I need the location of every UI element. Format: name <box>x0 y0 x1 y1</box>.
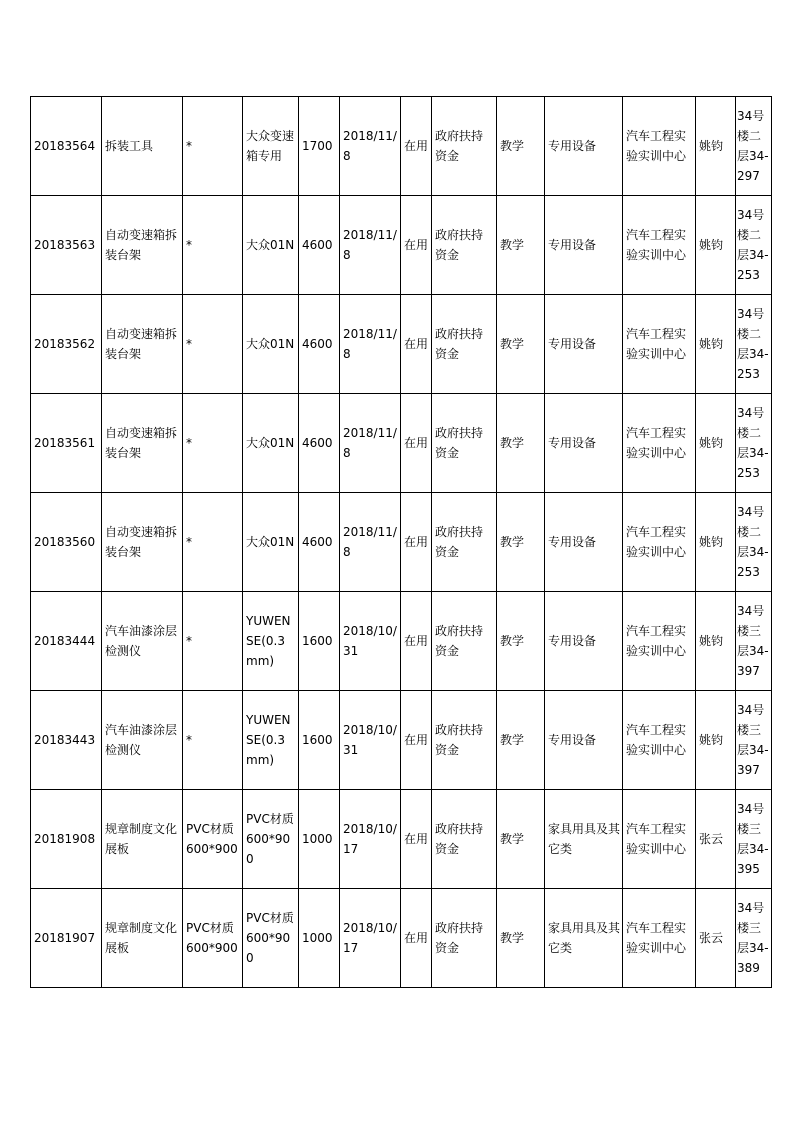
model-text: 大众01N <box>246 238 295 252</box>
asset-id-text: 20183561 <box>34 436 96 450</box>
usage-text: 教学 <box>500 337 525 351</box>
date-cell <box>340 295 401 394</box>
asset-id-text: 20183443 <box>34 733 96 747</box>
usage-text: 教学 <box>500 238 525 252</box>
asset-id-text: 20183564 <box>34 139 96 153</box>
custodian-text: 姚钧 <box>699 436 724 450</box>
usage-cell <box>497 592 545 691</box>
table-row <box>31 394 772 493</box>
location-cell <box>736 691 772 790</box>
funding-source-cell <box>432 295 497 394</box>
category-cell <box>545 691 623 790</box>
location-text: 34号楼二层34-297 <box>737 109 769 183</box>
status-cell <box>401 889 432 988</box>
custodian-text: 姚钧 <box>699 634 724 648</box>
category-cell <box>545 97 623 196</box>
department-text: 汽车工程实验实训中心 <box>626 624 687 658</box>
price-text: 1600 <box>302 733 333 747</box>
usage-cell <box>497 691 545 790</box>
asset-name-text: 规章制度文化展板 <box>105 822 178 856</box>
asset-id-cell <box>31 790 102 889</box>
custodian-cell <box>696 790 736 889</box>
category-cell <box>545 592 623 691</box>
date-text: 2018/10/17 <box>343 921 397 955</box>
location-text: 34号楼三层34-397 <box>737 703 769 777</box>
custodian-text: 张云 <box>699 832 724 846</box>
brand-text: * <box>186 436 192 450</box>
brand-cell <box>183 592 243 691</box>
asset-name-cell <box>102 295 183 394</box>
model-text: PVC材质600*900 <box>246 812 294 866</box>
date-cell <box>340 196 401 295</box>
brand-text: * <box>186 238 192 252</box>
location-text: 34号楼二层34-253 <box>737 406 769 480</box>
status-text: 在用 <box>404 436 429 450</box>
price-cell <box>299 691 340 790</box>
location-cell <box>736 295 772 394</box>
model-text: 大众01N <box>246 337 295 351</box>
department-text: 汽车工程实验实训中心 <box>626 129 687 163</box>
usage-text: 教学 <box>500 931 525 945</box>
asset-id-cell <box>31 394 102 493</box>
category-text: 专用设备 <box>548 436 597 450</box>
usage-cell <box>497 493 545 592</box>
brand-cell <box>183 691 243 790</box>
location-text: 34号楼二层34-253 <box>737 208 769 282</box>
funding-source-cell <box>432 394 497 493</box>
category-text: 专用设备 <box>548 337 597 351</box>
table-row <box>31 97 772 196</box>
custodian-cell <box>696 295 736 394</box>
location-cell <box>736 790 772 889</box>
status-cell <box>401 97 432 196</box>
brand-text: * <box>186 634 192 648</box>
location-text: 34号楼二层34-253 <box>737 307 769 381</box>
category-text: 专用设备 <box>548 733 597 747</box>
usage-text: 教学 <box>500 634 525 648</box>
usage-text: 教学 <box>500 436 525 450</box>
funding-source-text: 政府扶持资金 <box>435 228 484 262</box>
table-row <box>31 295 772 394</box>
asset-id-cell <box>31 592 102 691</box>
department-cell <box>623 295 696 394</box>
category-cell <box>545 394 623 493</box>
price-text: 1000 <box>302 832 333 846</box>
status-cell <box>401 592 432 691</box>
model-cell <box>243 790 299 889</box>
funding-source-text: 政府扶持资金 <box>435 129 484 163</box>
funding-source-text: 政府扶持资金 <box>435 327 484 361</box>
funding-source-text: 政府扶持资金 <box>435 426 484 460</box>
custodian-text: 姚钧 <box>699 535 724 549</box>
usage-text: 教学 <box>500 832 525 846</box>
date-cell <box>340 691 401 790</box>
location-cell <box>736 592 772 691</box>
asset-name-text: 自动变速箱拆装台架 <box>105 327 178 361</box>
department-cell <box>623 691 696 790</box>
usage-cell <box>497 97 545 196</box>
price-text: 1700 <box>302 139 333 153</box>
date-text: 2018/11/8 <box>343 327 397 361</box>
model-cell <box>243 97 299 196</box>
model-cell <box>243 493 299 592</box>
custodian-text: 张云 <box>699 931 724 945</box>
status-text: 在用 <box>404 634 429 648</box>
category-cell <box>545 493 623 592</box>
department-text: 汽车工程实验实训中心 <box>626 327 687 361</box>
brand-cell <box>183 295 243 394</box>
asset-name-text: 汽车油漆涂层检测仪 <box>105 723 178 757</box>
asset-name-cell <box>102 97 183 196</box>
asset-id-text: 20181908 <box>34 832 96 846</box>
custodian-cell <box>696 394 736 493</box>
brand-text: * <box>186 535 192 549</box>
brand-text: PVC材质600*900 <box>186 921 238 955</box>
status-text: 在用 <box>404 832 429 846</box>
date-cell <box>340 592 401 691</box>
custodian-cell <box>696 592 736 691</box>
price-text: 4600 <box>302 337 333 351</box>
asset-name-text: 拆装工具 <box>105 139 154 153</box>
status-cell <box>401 196 432 295</box>
price-cell <box>299 592 340 691</box>
asset-id-cell <box>31 889 102 988</box>
location-cell <box>736 493 772 592</box>
asset-name-text: 自动变速箱拆装台架 <box>105 426 178 460</box>
asset-id-cell <box>31 691 102 790</box>
funding-source-cell <box>432 493 497 592</box>
location-cell <box>736 97 772 196</box>
category-cell <box>545 790 623 889</box>
category-cell <box>545 295 623 394</box>
funding-source-cell <box>432 97 497 196</box>
price-cell <box>299 889 340 988</box>
funding-source-text: 政府扶持资金 <box>435 525 484 559</box>
custodian-text: 姚钧 <box>699 337 724 351</box>
location-text: 34号楼二层34-253 <box>737 505 769 579</box>
price-cell <box>299 97 340 196</box>
brand-text: PVC材质600*900 <box>186 822 238 856</box>
status-text: 在用 <box>404 139 429 153</box>
asset-table <box>30 96 772 988</box>
table-row <box>31 790 772 889</box>
status-cell <box>401 295 432 394</box>
asset-name-text: 规章制度文化展板 <box>105 921 178 955</box>
department-cell <box>623 97 696 196</box>
date-text: 2018/11/8 <box>343 129 397 163</box>
date-text: 2018/10/17 <box>343 822 397 856</box>
model-cell <box>243 295 299 394</box>
category-text: 家具用具及其它类 <box>548 921 621 955</box>
funding-source-text: 政府扶持资金 <box>435 921 484 955</box>
date-cell <box>340 889 401 988</box>
department-text: 汽车工程实验实训中心 <box>626 723 687 757</box>
department-text: 汽车工程实验实训中心 <box>626 822 687 856</box>
status-cell <box>401 493 432 592</box>
brand-text: * <box>186 139 192 153</box>
location-cell <box>736 889 772 988</box>
asset-name-cell <box>102 691 183 790</box>
category-text: 家具用具及其它类 <box>548 822 621 856</box>
usage-text: 教学 <box>500 139 525 153</box>
price-cell <box>299 493 340 592</box>
usage-cell <box>497 790 545 889</box>
model-text: 大众01N <box>246 535 295 549</box>
price-text: 4600 <box>302 436 333 450</box>
model-text: 大众变速箱专用 <box>246 129 295 163</box>
location-text: 34号楼三层34-397 <box>737 604 769 678</box>
price-cell <box>299 295 340 394</box>
category-cell <box>545 889 623 988</box>
usage-text: 教学 <box>500 733 525 747</box>
brand-cell <box>183 394 243 493</box>
brand-cell <box>183 790 243 889</box>
status-cell <box>401 790 432 889</box>
asset-id-text: 20183560 <box>34 535 96 549</box>
brand-text: * <box>186 337 192 351</box>
model-cell <box>243 196 299 295</box>
usage-cell <box>497 889 545 988</box>
date-text: 2018/11/8 <box>343 228 397 262</box>
asset-id-text: 20181907 <box>34 931 96 945</box>
department-text: 汽车工程实验实训中心 <box>626 525 687 559</box>
status-cell <box>401 691 432 790</box>
model-text: PVC材质600*900 <box>246 911 294 965</box>
custodian-cell <box>696 97 736 196</box>
date-text: 2018/11/8 <box>343 426 397 460</box>
status-text: 在用 <box>404 535 429 549</box>
funding-source-cell <box>432 790 497 889</box>
location-cell <box>736 196 772 295</box>
brand-cell <box>183 97 243 196</box>
date-text: 2018/11/8 <box>343 525 397 559</box>
asset-id-cell <box>31 97 102 196</box>
custodian-cell <box>696 889 736 988</box>
funding-source-text: 政府扶持资金 <box>435 822 484 856</box>
model-cell <box>243 691 299 790</box>
asset-name-cell <box>102 493 183 592</box>
price-text: 1600 <box>302 634 333 648</box>
model-text: 大众01N <box>246 436 295 450</box>
custodian-text: 姚钧 <box>699 733 724 747</box>
usage-cell <box>497 196 545 295</box>
custodian-text: 姚钧 <box>699 238 724 252</box>
category-cell <box>545 196 623 295</box>
category-text: 专用设备 <box>548 535 597 549</box>
funding-source-cell <box>432 196 497 295</box>
price-cell <box>299 790 340 889</box>
asset-name-cell <box>102 889 183 988</box>
asset-name-text: 自动变速箱拆装台架 <box>105 525 178 559</box>
funding-source-text: 政府扶持资金 <box>435 723 484 757</box>
funding-source-cell <box>432 592 497 691</box>
asset-id-cell <box>31 295 102 394</box>
model-cell <box>243 889 299 988</box>
category-text: 专用设备 <box>548 634 597 648</box>
status-text: 在用 <box>404 931 429 945</box>
funding-source-text: 政府扶持资金 <box>435 624 484 658</box>
date-cell <box>340 790 401 889</box>
table-row <box>31 691 772 790</box>
asset-id-text: 20183563 <box>34 238 96 252</box>
brand-text: * <box>186 733 192 747</box>
asset-name-text: 汽车油漆涂层检测仪 <box>105 624 178 658</box>
funding-source-cell <box>432 889 497 988</box>
brand-cell <box>183 196 243 295</box>
department-cell <box>623 592 696 691</box>
category-text: 专用设备 <box>548 238 597 252</box>
department-cell <box>623 889 696 988</box>
status-text: 在用 <box>404 238 429 252</box>
usage-text: 教学 <box>500 535 525 549</box>
price-text: 1000 <box>302 931 333 945</box>
table-body <box>31 97 772 988</box>
usage-cell <box>497 394 545 493</box>
asset-id-cell <box>31 493 102 592</box>
model-text: YUWENSE(0.3mm) <box>246 713 291 767</box>
department-cell <box>623 196 696 295</box>
department-text: 汽车工程实验实训中心 <box>626 228 687 262</box>
asset-name-cell <box>102 592 183 691</box>
date-cell <box>340 394 401 493</box>
funding-source-cell <box>432 691 497 790</box>
asset-name-text: 自动变速箱拆装台架 <box>105 228 178 262</box>
table-row <box>31 889 772 988</box>
asset-id-cell <box>31 196 102 295</box>
custodian-cell <box>696 691 736 790</box>
department-cell <box>623 394 696 493</box>
price-text: 4600 <box>302 535 333 549</box>
department-cell <box>623 790 696 889</box>
asset-id-text: 20183444 <box>34 634 96 648</box>
asset-name-cell <box>102 196 183 295</box>
asset-name-cell <box>102 394 183 493</box>
status-text: 在用 <box>404 733 429 747</box>
table-row <box>31 196 772 295</box>
department-text: 汽车工程实验实训中心 <box>626 426 687 460</box>
table-row <box>31 592 772 691</box>
date-cell <box>340 97 401 196</box>
location-text: 34号楼三层34-389 <box>737 901 769 975</box>
date-cell <box>340 493 401 592</box>
price-cell <box>299 196 340 295</box>
model-text: YUWENSE(0.3mm) <box>246 614 291 668</box>
model-cell <box>243 394 299 493</box>
custodian-cell <box>696 493 736 592</box>
custodian-cell <box>696 196 736 295</box>
price-text: 4600 <box>302 238 333 252</box>
asset-name-cell <box>102 790 183 889</box>
date-text: 2018/10/31 <box>343 723 397 757</box>
usage-cell <box>497 295 545 394</box>
category-text: 专用设备 <box>548 139 597 153</box>
location-text: 34号楼三层34-395 <box>737 802 769 876</box>
asset-id-text: 20183562 <box>34 337 96 351</box>
model-cell <box>243 592 299 691</box>
department-cell <box>623 493 696 592</box>
status-cell <box>401 394 432 493</box>
price-cell <box>299 394 340 493</box>
status-text: 在用 <box>404 337 429 351</box>
brand-cell <box>183 889 243 988</box>
brand-cell <box>183 493 243 592</box>
department-text: 汽车工程实验实训中心 <box>626 921 687 955</box>
date-text: 2018/10/31 <box>343 624 397 658</box>
table-row <box>31 493 772 592</box>
location-cell <box>736 394 772 493</box>
custodian-text: 姚钧 <box>699 139 724 153</box>
